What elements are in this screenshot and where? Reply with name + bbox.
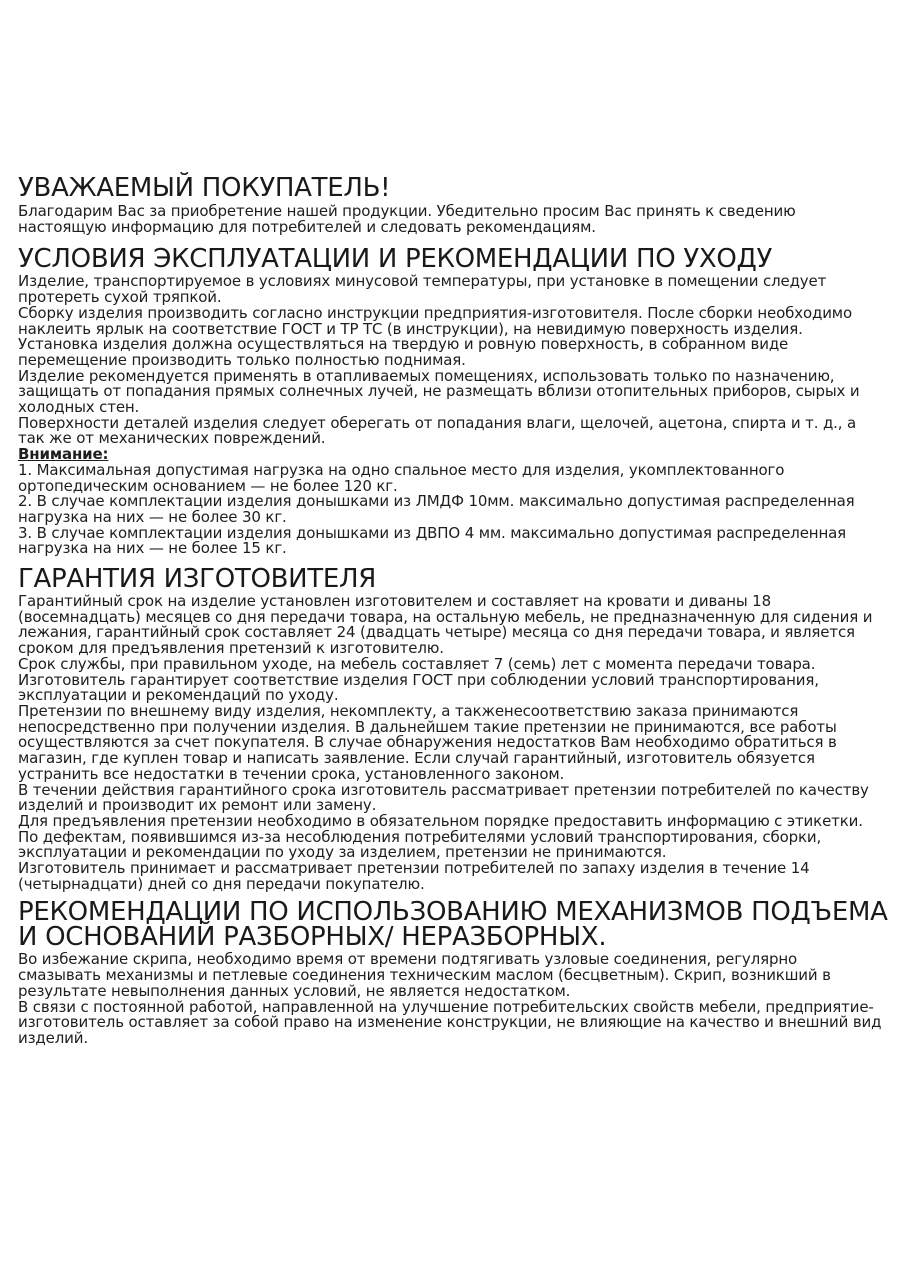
heading-line: УВАЖАЕМЫЙ ПОКУПАТЕЛЬ!: [18, 173, 391, 203]
section-mechanisms-heading: [18, 897, 888, 953]
paragraph: Благодарим Вас за приобретение нашей продукции. Убедительно просим Вас принять к сведению настоящую информацию для потребителей и следовать рекомендациям.: [18, 202, 796, 236]
attention-item: 3. В случае комплектации изделия донышками из ДВПО 4 мм. максимально допустимая распределенная нагрузка на них — не более 15 кг.: [18, 523, 847, 558]
paragraph: Претензии по внешнему виду изделия, некомплекту, а такженесоответствию заказа принимаются непосредственно при получении изделия. В дальнейшем такие претензии не принимаются, все работы осуществляются за счет покупателя. В случае обнаружения недостатков Вам необходимо обратиться в магазин, где куплен товар и написать заявление. Если случай гарантийный, изготовитель обязуется устранить все недостатки в течении срока, установленного законом.: [18, 701, 837, 783]
section-greeting: [18, 173, 882, 236]
paragraph: Изделие рекомендуется применять в отапливаемых помещениях, использовать только по назначению, защищать от попадания прямых солнечных лучей, не размещать вблизи отопительных приборов, сырых и холодных стен.: [18, 366, 860, 417]
section-usage-heading: [18, 244, 882, 275]
heading-line: РЕКОМЕНДАЦИИ ПО ИСПОЛЬЗОВАНИЮ МЕХАНИЗМОВ ПОДЪЕМА: [18, 897, 888, 928]
paragraph: Гарантийный срок на изделие установлен изготовителем и составляет на кровати и диваны 18 (восемнадцать) месяцев со дня передачи товара, на остальную мебель, не предназначенную для сидения и лежания, гарантийный срок составляет 24 (двадцать четыре) месяца со дня передачи товара, и является сроком для предъявления претензий к изготовителю.: [18, 592, 873, 658]
heading-line: УСЛОВИЯ ЭКСПЛУАТАЦИИ И РЕКОМЕНДАЦИИ ПО УХОДУ: [18, 244, 773, 275]
attention-item: 2. В случае комплектации изделия донышками из ЛМДФ 10мм. максимально допустимая распределенная нагрузка на них — не более 30 кг.: [18, 492, 855, 526]
heading-line: ГАРАНТИЯ ИЗГОТОВИТЕЛЯ: [18, 564, 377, 595]
heading-line: И ОСНОВАНИЙ РАЗБОРНЫХ/ НЕРАЗБОРНЫХ.: [18, 922, 607, 953]
section-usage: [18, 244, 882, 558]
paragraph: Срок службы, при правильном уходе, на мебель составляет 7 (семь) лет с момента передачи товара.: [18, 654, 816, 673]
attention-item: 1. Максимальная допустимая нагрузка на одно спальное место для изделия, укомплектованного ортопедическим основанием — не более 120 кг.: [18, 460, 785, 495]
section-greeting-heading: [18, 173, 882, 203]
paragraph: Изготовитель принимает и рассматривает претензии потребителей по запаху изделия в течение 14 (четырнадцати) дней со дня передачи покупателю.: [18, 859, 810, 893]
paragraph: В течении действия гарантийного срока изготовитель рассматривает претензии потребителей по качеству изделий и производит их ремонт или замену.: [18, 780, 869, 815]
paragraph: В связи с постоянной работой, направленной на улучшение потребительских свойств мебели, предприятие-изготовитель оставляет за собой право на изменение конструкции, не влияющие на качество и внешний вид изделий.: [18, 997, 882, 1047]
paragraph: Во избежание скрипа, необходимо время от времени подтягивать узловые соединения, регулярно смазывать механизмы и петлевые соединения техническим маслом (бесцветным). Скрип, возникший в результате невыполнения данных условий, не является недостатком.: [18, 950, 831, 1000]
paragraph: Изготовитель гарантирует соответствие изделия ГОСТ при соблюдении условий транспортирования, эксплуатации и рекомендаций по уходу.: [18, 670, 819, 705]
paragraph: Изделие, транспортируемое в условиях минусовой температуры, при установке в помещении следует протереть сухой тряпкой.: [18, 272, 827, 307]
paragraph: Установка изделия должна осуществляться на твердую и ровную поверхность, в собранном виде перемещение производить только полностью поднимая.: [18, 335, 789, 369]
paragraph: Сборку изделия производить согласно инструкции предприятия-изготовителя. После сборки необходимо наклеить ярлык на соответствие ГОСТ и ТР ТС (в инструкции), на невидимую поверхность изделия.: [18, 303, 852, 338]
attention-label: Внимание:: [18, 445, 109, 464]
paragraph: По дефектам, появившимся из-за несоблюдения потребителями условий транспортирования, сборки, эксплуатации и рекомендации по уходу за изделием, претензии не принимаются.: [18, 827, 822, 862]
paragraph: Поверхности деталей изделия следует оберегать от попадания влаги, щелочей, ацетона, спирта и т. д., а так же от механических повреждений.: [18, 413, 857, 448]
paragraph: Для предъявления претензии необходимо в обязательном порядке предоставить информацию с этикетки.: [18, 811, 863, 830]
section-mechanisms: [18, 897, 888, 1047]
section-warranty-heading: [18, 564, 882, 595]
section-warranty: [18, 564, 882, 893]
